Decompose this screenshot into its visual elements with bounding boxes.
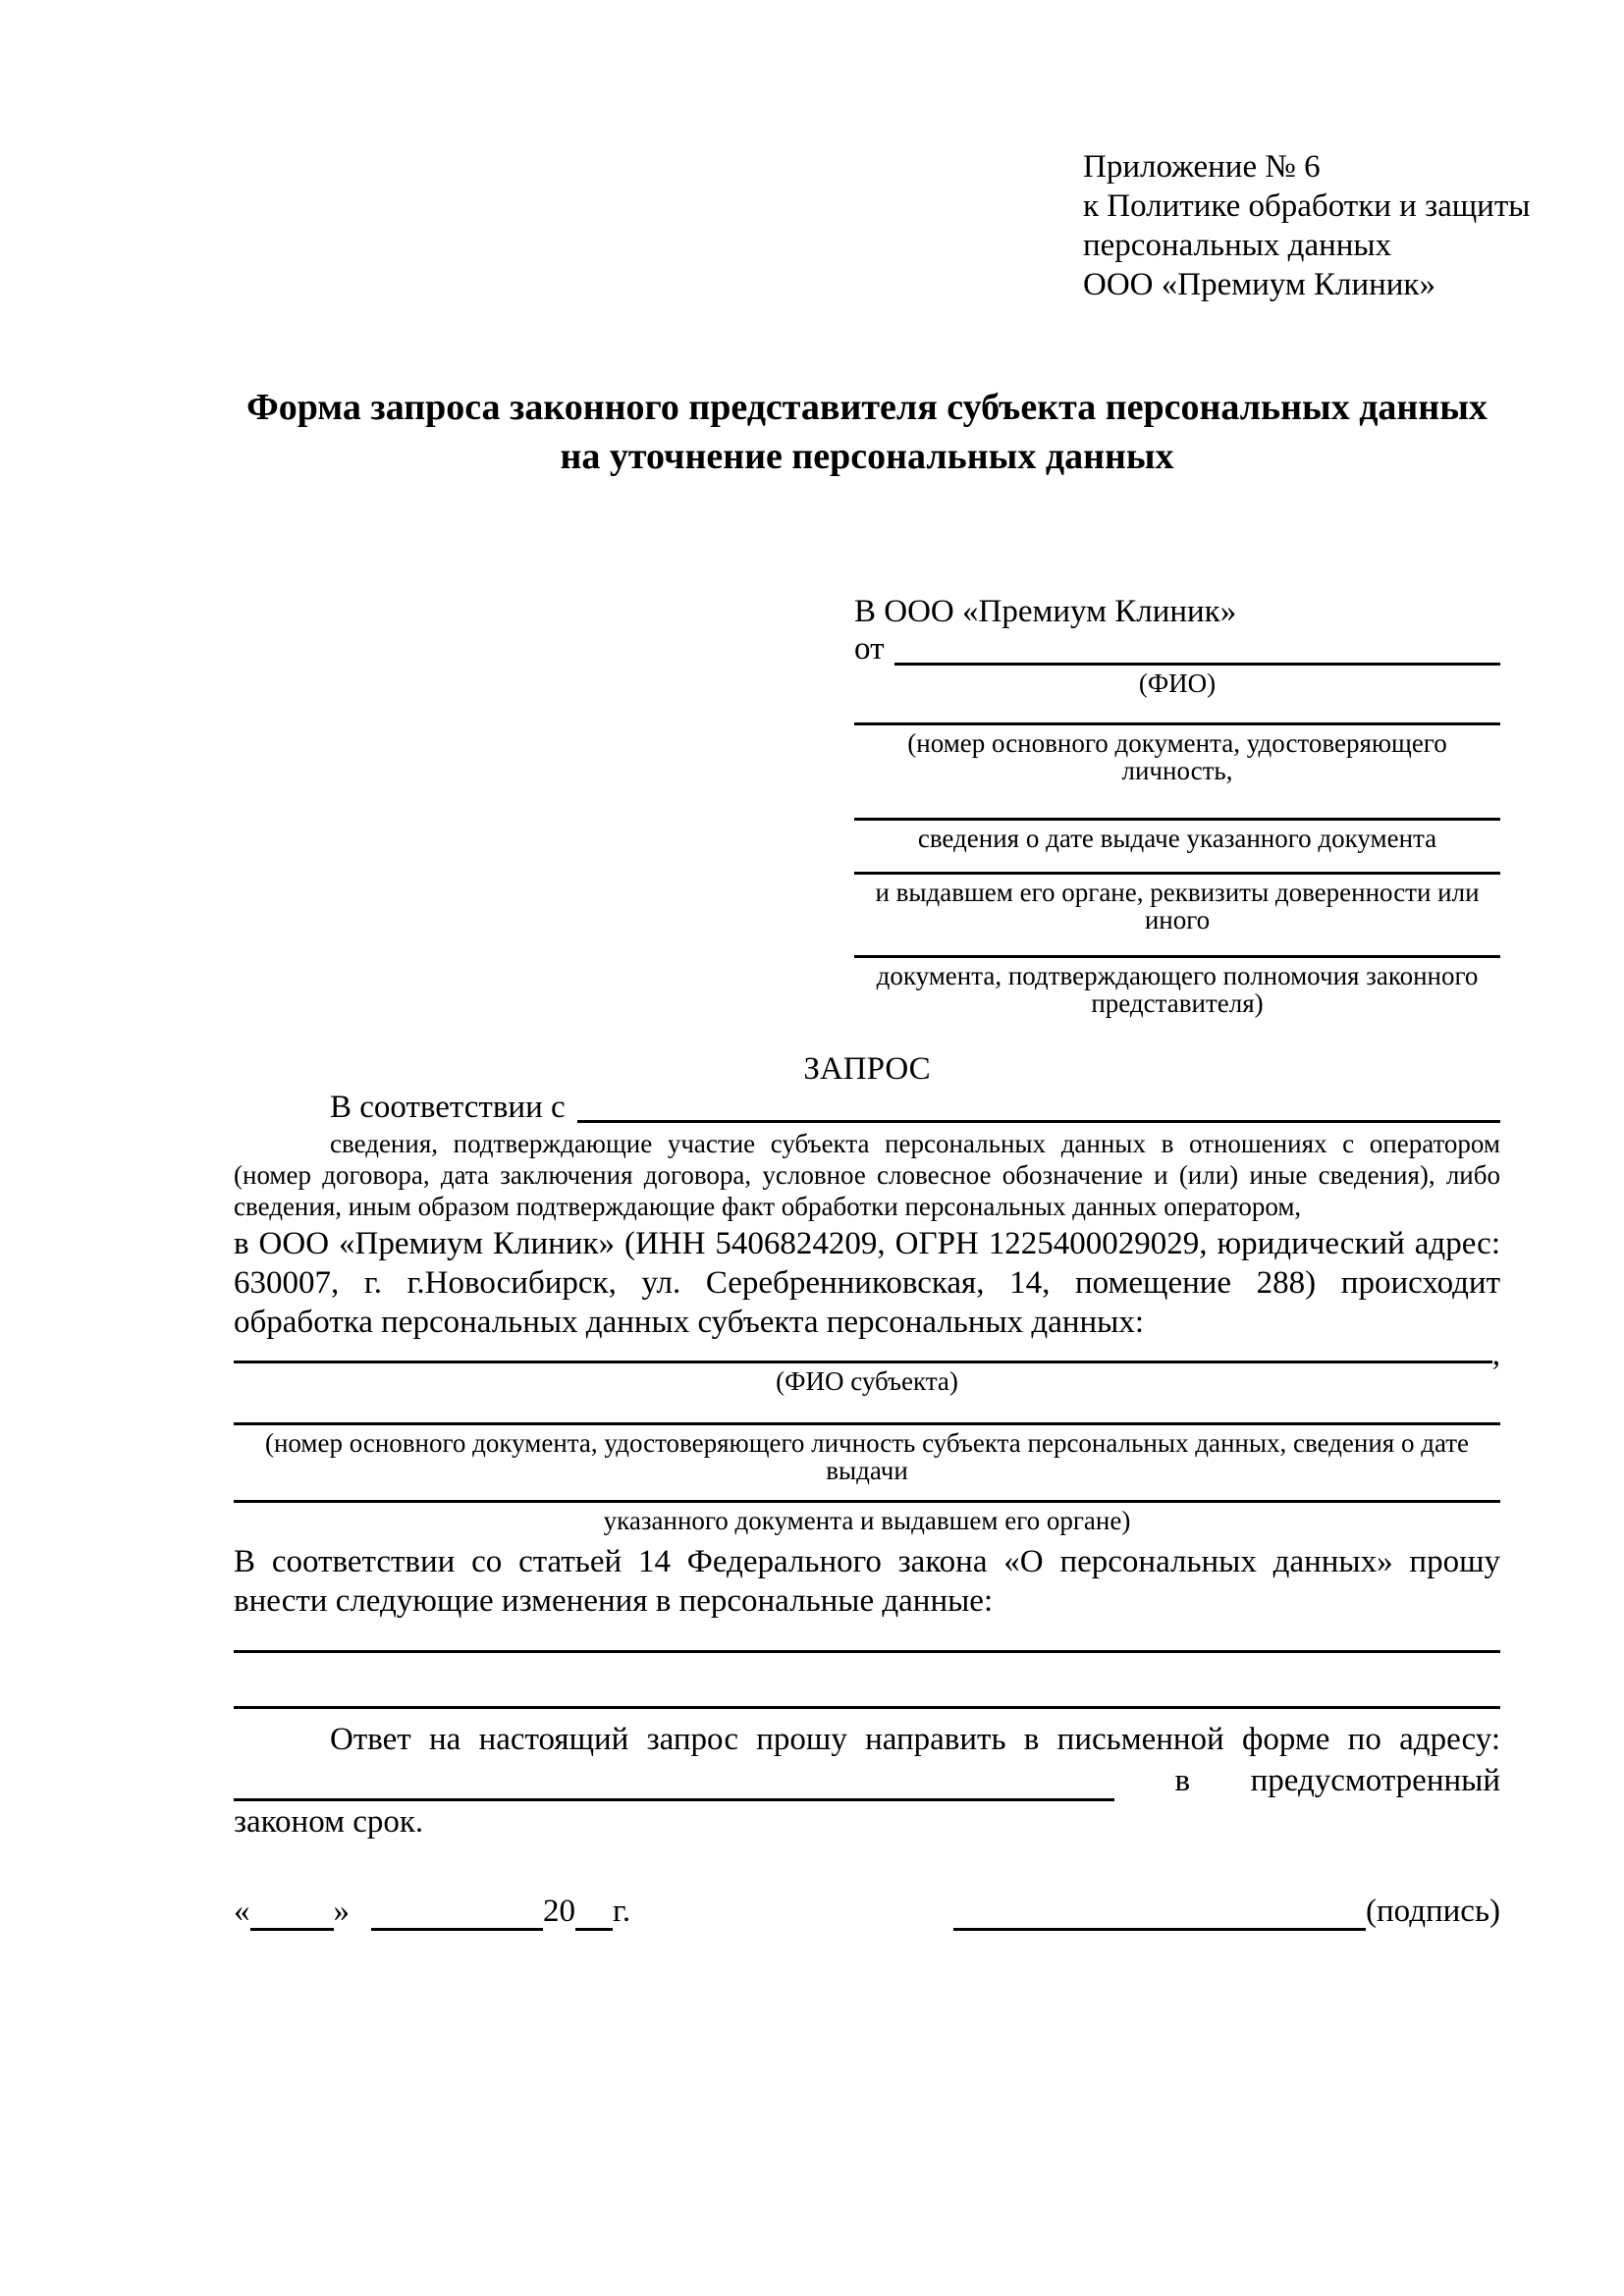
reply-paragraph: Ответ на настоящий запрос прошу направить в письменной форме по адресу: bbox=[330, 1722, 1500, 1757]
representative-doc-field-2[interactable] bbox=[854, 784, 1500, 821]
signature-group bbox=[953, 1892, 1500, 1931]
reply-address-field[interactable] bbox=[234, 1760, 1114, 1801]
form-title-line: на уточнение персональных данных bbox=[560, 436, 1174, 477]
amendment-paragraph: В соответствии со статьей 14 Федерального закона «О персональных данных» прошу внести следующие изменения в персональные данные: bbox=[234, 1544, 1500, 1619]
representative-doc-field-3[interactable] bbox=[854, 852, 1500, 875]
reply-word-stipulated: предусмотренный bbox=[1250, 1763, 1500, 1798]
request-heading: ЗАПРОС bbox=[803, 1051, 931, 1087]
date-month-field[interactable] bbox=[371, 1892, 543, 1931]
basis-caption: сведения, подтверждающие участие субъекта персональных данных в отношениях с оператором (номер договора, дата заключения договора, условное словесное обозначение и (или) иные сведения), либо сведения, иным образом подтверждающие факт обработки персональных данных оператором, bbox=[234, 1129, 1500, 1221]
subject-comma: , bbox=[1491, 1337, 1500, 1372]
form-title-line: Форма запроса законного представителя субъекта персональных данных bbox=[246, 387, 1488, 428]
representative-doc-caption-1: (номер основного документа, удостоверяющего личность, bbox=[907, 728, 1447, 785]
fio-caption: (ФИО) bbox=[1138, 668, 1217, 698]
subject-fio-field[interactable] bbox=[234, 1344, 1492, 1363]
basis-field[interactable] bbox=[577, 1092, 1500, 1123]
reply-word-in: в bbox=[1174, 1763, 1191, 1798]
document-content bbox=[234, 0, 1531, 1931]
form-title bbox=[234, 383, 1500, 481]
date-group bbox=[234, 1892, 630, 1931]
annex-line: персональных данных bbox=[1083, 228, 1392, 263]
date-year-field[interactable] bbox=[575, 1892, 613, 1931]
addressee-block bbox=[854, 591, 1500, 1017]
amendment-field-1[interactable] bbox=[234, 1621, 1500, 1653]
subject-fio-row bbox=[234, 1337, 1500, 1372]
basis-row bbox=[234, 1092, 1500, 1123]
signature-field[interactable] bbox=[953, 1892, 1366, 1931]
representative-doc-caption-2: сведения о дате выдаче указанного документа bbox=[917, 824, 1437, 853]
subject-doc-caption-1: (номер основного документа, удостоверяющего личность субъекта персональных данных, сведения о дате выдачи bbox=[264, 1428, 1470, 1485]
representative-doc-caption-4: документа, подтверждающего полномочия законного представителя) bbox=[876, 961, 1479, 1018]
basis-lead: В соответствии с bbox=[330, 1090, 566, 1125]
subject-doc-field-2[interactable] bbox=[234, 1484, 1500, 1503]
annex-note bbox=[1083, 147, 1531, 304]
annex-line: к Политике обработки и защиты bbox=[1083, 188, 1531, 224]
footer-row bbox=[234, 1892, 1500, 1931]
date-quote-close: » bbox=[333, 1894, 350, 1929]
date-quote-open: « bbox=[234, 1894, 250, 1929]
subject-doc-field-1[interactable] bbox=[234, 1395, 1500, 1425]
representative-doc-field-1[interactable] bbox=[854, 697, 1500, 725]
from-label: от bbox=[854, 631, 885, 667]
addressee-organization: В ООО «Премиум Клиник» bbox=[854, 594, 1237, 629]
date-year-suffix: г. bbox=[613, 1894, 631, 1929]
operator-paragraph: в ООО «Премиум Клиник» (ИНН 5406824209, ОГРН 1225400029029, юридический адрес: 630007, г. г.Новосибирск, ул. Серебренниковская, 14, помещение 288) происходит обработка персональных данных субъекта персональных данных: bbox=[234, 1226, 1500, 1340]
subject-doc-caption-2: указанного документа и выдавшем его органе) bbox=[603, 1506, 1131, 1535]
reply-address-row bbox=[234, 1760, 1500, 1801]
date-year-prefix: 20 bbox=[543, 1894, 575, 1929]
from-row bbox=[854, 632, 1500, 666]
representative-doc-field-4[interactable] bbox=[854, 934, 1500, 958]
subject-fio-caption: (ФИО субъекта) bbox=[776, 1366, 958, 1396]
representative-doc-caption-3: и выдавшем его органе, реквизиты доверенности или иного bbox=[875, 878, 1480, 934]
annex-line: Приложение № 6 bbox=[1083, 149, 1321, 185]
date-day-field[interactable] bbox=[250, 1892, 334, 1931]
annex-line: ООО «Премиум Клиник» bbox=[1083, 267, 1435, 302]
reply-closing: законом срок. bbox=[234, 1804, 424, 1840]
signature-caption: (подпись) bbox=[1366, 1894, 1500, 1929]
representative-fio-field[interactable] bbox=[894, 632, 1501, 666]
amendment-field-2[interactable] bbox=[234, 1653, 1500, 1709]
